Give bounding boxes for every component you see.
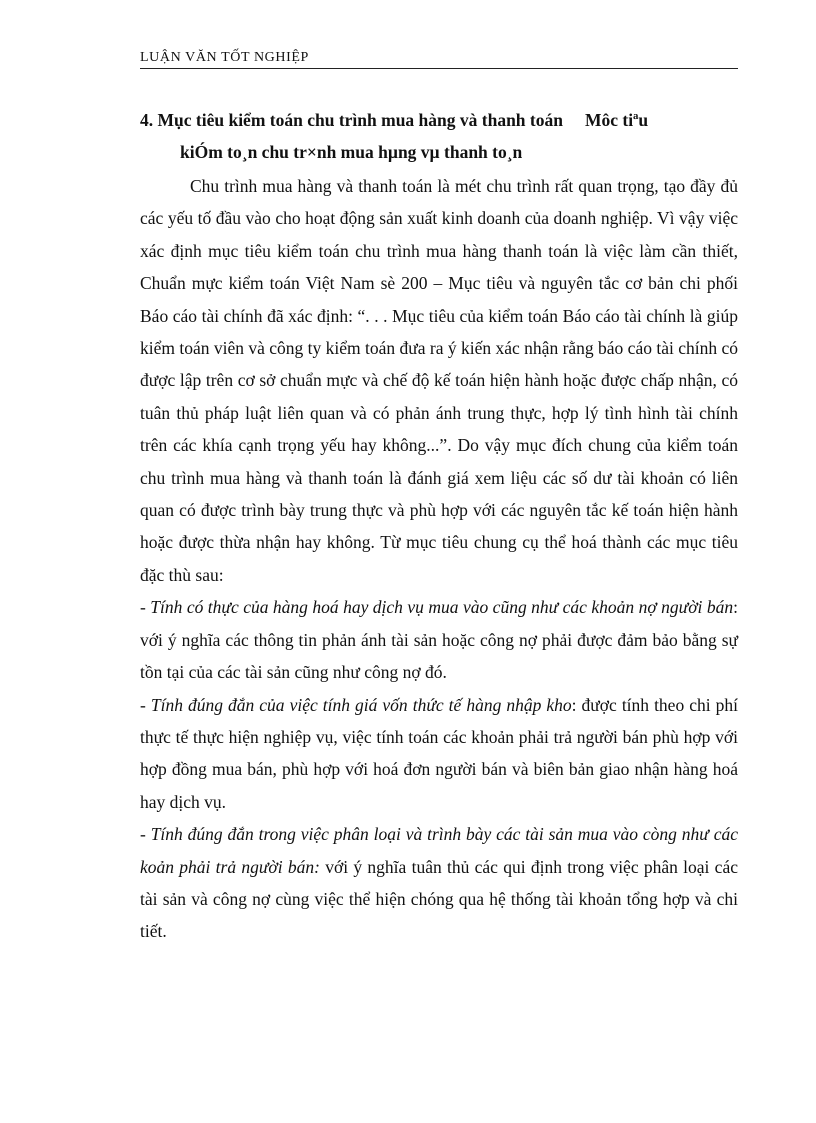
intro-paragraph: Chu trình mua hàng và thanh toán là mét chu trình rất quan trọng, tạo đầy đủ các yếu tố đầu vào cho hoạt động sản xuất kinh doanh của doanh nghiệp. Vì vậy việc xác định mục tiêu kiểm toán chu trình mua hàng thanh toán là việc làm cần thiết, Chuẩn mực kiểm toán Việt Nam sè 200 – Mục tiêu và nguyên tắc cơ bản chi phối Báo cáo tài chính đã xác định: “. . . Mục tiêu của kiểm toán Báo cáo tài chính là giúp kiểm toán viên và công ty kiểm toán đưa ra ý kiến xác nhận rằng báo cáo tài chính có được lập trên cơ sở chuẩn mực và chế độ kế toán hiện hành hoặc được chấp nhận, có tuân thủ pháp luật liên quan và có phản ánh trung thực, hợp lý tình hình tài chính trên các khía cạnh trọng yếu hay không...”. Do vậy mục đích chung của kiểm toán chu trình mua hàng và thanh toán là đánh giá xem liệu các số dư tài khoản có liên quan có được trình bày trung thực và phù hợp với các nguyên tắc kế toán hiện hành hoặc được thừa nhận hay không. Từ mục tiêu chung cụ thể hoá thành các mục tiêu đặc thù sau: [140, 176, 738, 585]
objective-item-1-text: : với ý nghĩa các thông tin phản ánh tài sản hoặc công nợ phải được đảm bảo bằng sự tồn tại của các tài sản cũng như công nợ đó. [140, 597, 738, 683]
objective-item-2-label: - Tính đúng đắn của việc tính giá vốn thức tế hàng nhập kho [140, 694, 572, 715]
body-text [140, 170, 738, 948]
objective-item-3 [140, 818, 738, 948]
section-heading-line-1 [140, 104, 740, 136]
objective-item-2-text: : được tính theo chi phí thực tế thực hiện nghiệp vụ, việc tính toán các khoản phải trả người bán phù hợp với hợp đồng mua bán, phù hợp với hoá đơn người bán và biên bản giao nhận hàng hoá hay dịch vụ. [140, 694, 738, 812]
section-title: 4. Mục tiêu kiểm toán chu trình mua hàng và thanh toán [140, 110, 563, 130]
section-heading [140, 104, 740, 168]
objective-item-1 [140, 591, 738, 688]
section-title-garbled-a: Môc tiªu [584, 110, 649, 130]
objective-item-3-label: - Tính đúng đắn trong việc phân loại và trình bày các tài sản mua vào còng như các koản phải trả người bán: [140, 824, 738, 877]
running-header: LUẬN VĂN TỐT NGHIỆP [140, 50, 738, 69]
section-title-garbled-b: kiÓm to¸n chu tr×nh mua hµng vµ thanh to¸n [180, 142, 523, 162]
objective-item-1-label: - Tính có thực của hàng hoá hay dịch vụ mua vào cũng như các khoản nợ người bán [140, 597, 734, 618]
objective-item-2 [140, 689, 738, 819]
objective-item-3-text: với ý nghĩa tuân thủ các qui định trong việc phân loại các tài sản và công nợ cùng việc thể hiện chóng qua hệ thống tài khoản tổng hợp và chi tiết. [140, 856, 738, 942]
